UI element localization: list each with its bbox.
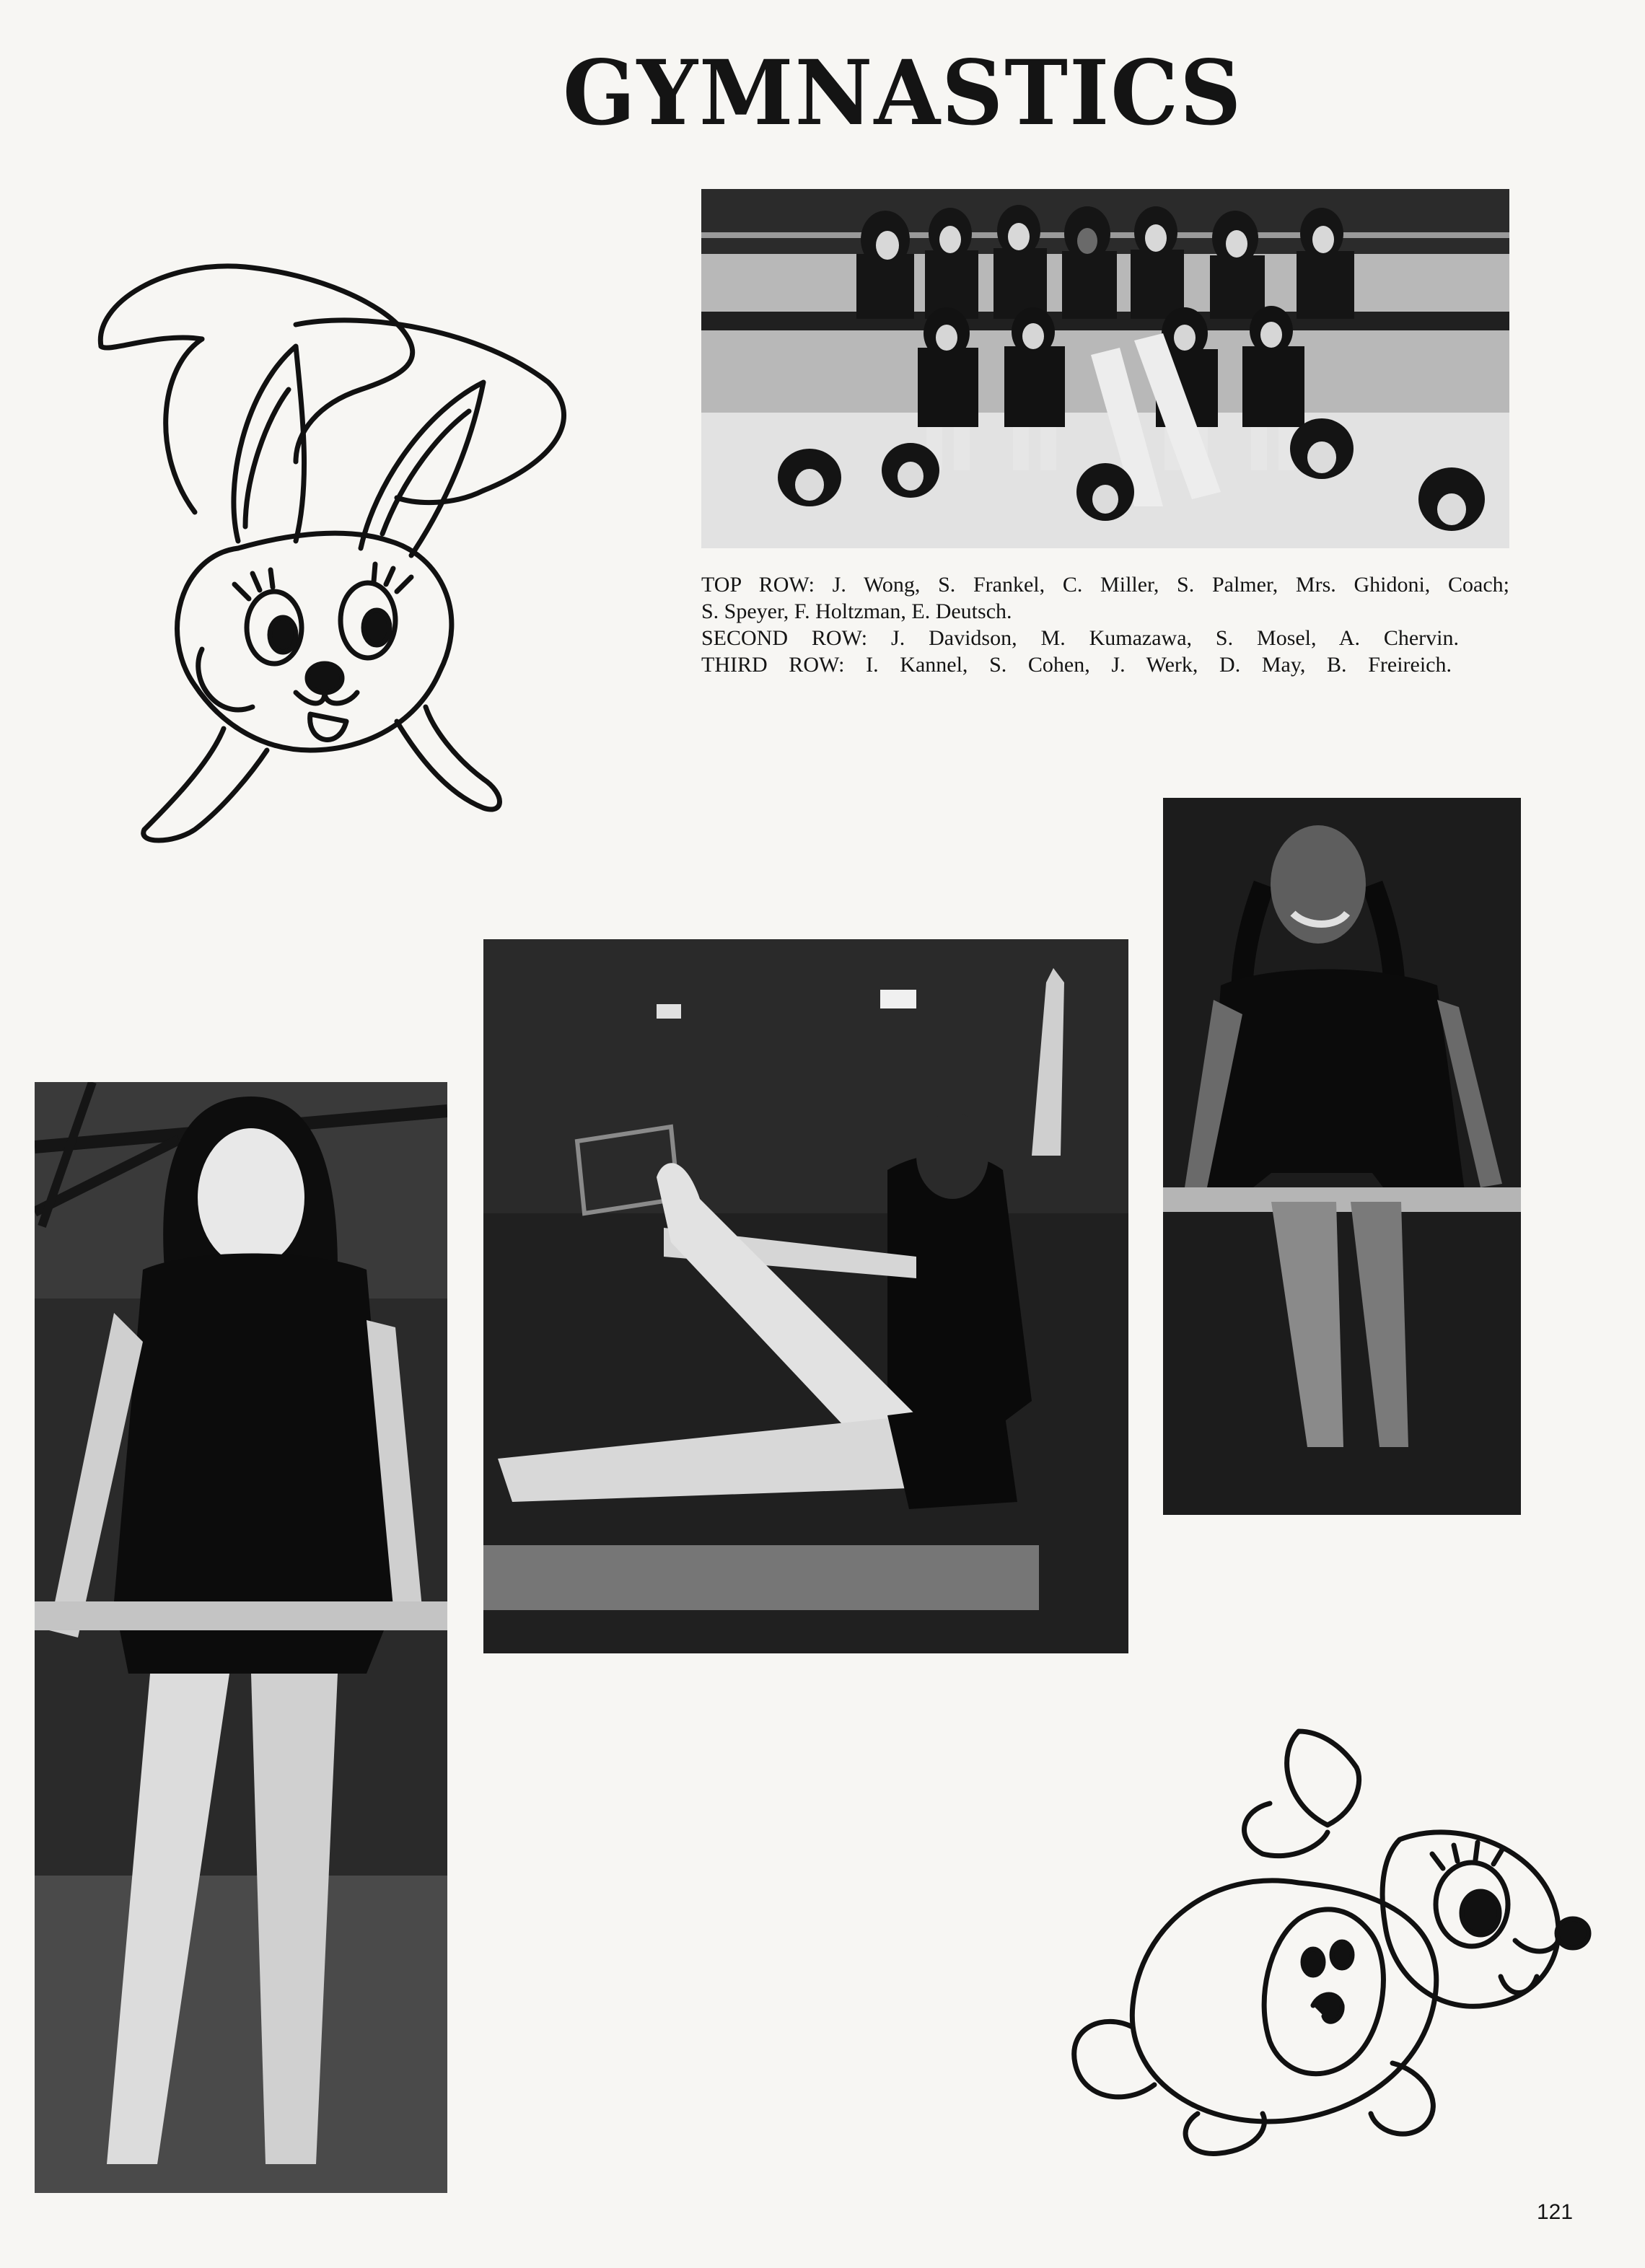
page-number: 121 (1537, 2200, 1574, 2224)
caption-line: THIRD ROW: I. Kannel, S. Cohen, J. Werk, D. May, B. Freireich. (701, 653, 1452, 677)
bunny-top-left-icon (79, 245, 570, 844)
caption-line: TOP ROW: J. Wong, S. Frankel, C. Miller, S. Palmer, Mrs. Ghidoni, Coach; (701, 573, 1509, 597)
caption-line: S. Speyer, F. Holtzman, E. Deutsch. (701, 599, 1012, 623)
caption-line: SECOND ROW: J. Davidson, M. Kumazawa, S. Mosel, A. Chervin. (701, 626, 1459, 650)
gymnast-beam-center-photo (483, 939, 1128, 1653)
team-group-photo (701, 189, 1509, 548)
gymnast-bars-left-photo (35, 1082, 447, 2193)
gymnast-bars-right-photo (1163, 798, 1521, 1515)
page-title: GYMNASTICS (563, 40, 1243, 146)
bunny-bottom-right-icon (1053, 1724, 1602, 2157)
team-photo-caption (701, 571, 1509, 678)
